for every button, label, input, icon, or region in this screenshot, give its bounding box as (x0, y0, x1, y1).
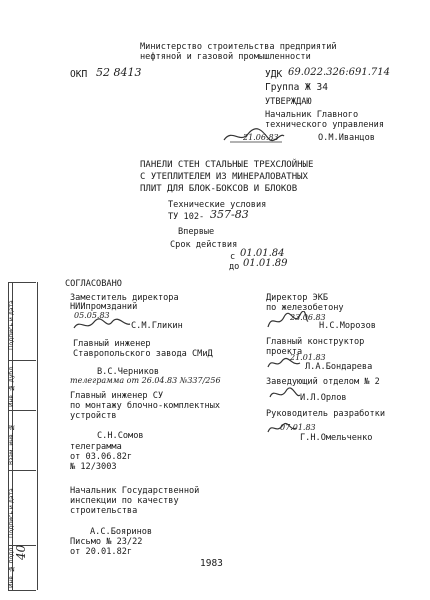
right-0-date: 23.06.83 (290, 313, 326, 322)
left-2-doc-3: № 12/3003 (70, 462, 117, 472)
side-frame-border (8, 360, 36, 361)
side-label-sign-date-1: Подпись и дата (8, 300, 15, 350)
doc-title-line-1: ПАНЕЛИ СТЕН СТАЛЬНЫЕ ТРЕХСЛОЙНЫЕ (140, 160, 314, 170)
left-2-line-3: устройств (70, 411, 117, 421)
right-3-name: Г.Н.Омельченко (300, 433, 373, 443)
right-1-line-1: Главный конструктор (266, 337, 365, 347)
left-1-line-1: Главный инженер (73, 339, 151, 349)
left-1-telegram: телеграмма от 26.04.83 №337/256 (70, 376, 221, 385)
group-label: Группа Ж 34 (265, 82, 328, 93)
right-1-date: 21.01.83 (290, 353, 326, 362)
side-label-vzam-inv: Взам. инв. № (8, 423, 15, 465)
side-frame-border (8, 470, 36, 471)
approver-name: О.М.Иванцов (318, 133, 375, 143)
left-2-doc-2: от 03.06.82г (70, 452, 133, 462)
right-1-line-2: проекта (266, 347, 303, 357)
side-label-inv-podl: Инв. № подл. (8, 545, 15, 588)
validity-from-prefix: с (230, 252, 236, 262)
left-0-line-1: Заместитель директора (70, 293, 179, 303)
okp-code: 52 8413 (96, 66, 142, 79)
left-0-line-2: НИИпромзданий (70, 302, 138, 312)
ministry-line-2: нефтяной и газовой промышленности (140, 52, 311, 62)
left-1-line-2: Ставропольского завода СМиД (73, 349, 213, 359)
left-3-doc-2: от 20.01.82г (70, 547, 133, 557)
spec-label: Технические условия (168, 200, 267, 210)
agreed-heading: СОГЛАСОВАНО (65, 279, 122, 289)
side-frame-border (8, 282, 36, 283)
right-3-signature (266, 420, 298, 436)
left-3-name: А.С.Бояринов (90, 527, 153, 537)
doc-title-line-3: ПЛИТ ДЛЯ БЛОК-БОКСОВ И БЛОКОВ (140, 184, 298, 194)
tu-number: 357-83 (210, 208, 249, 221)
right-1-signature (266, 355, 302, 371)
right-1-name: Л.А.Бондарева (305, 362, 373, 372)
tu-prefix: ТУ 102- (168, 212, 205, 222)
validity-from: 01.01.84 (240, 248, 285, 259)
left-3-line-2: инспекции по качеству (70, 496, 179, 506)
side-label-inv-dubl: Инв. № дубл. (8, 365, 15, 407)
left-0-date: 05.05.83 (74, 311, 110, 320)
udk-label: УДК (265, 69, 283, 80)
left-3-line-3: строительства (70, 506, 138, 516)
approval-date: 21.06.83 (243, 133, 279, 142)
side-label-sign-date-2: Подпись и дата (8, 488, 15, 538)
side-inv-number: 40 (14, 544, 28, 560)
left-2-line-2: по монтажу блочно-комплектных (70, 401, 221, 411)
approver-position-2: технического управления (265, 120, 384, 130)
right-2-signature (268, 387, 302, 403)
right-2-name: И.Л.Орлов (300, 393, 347, 403)
validity-label: Срок действия (170, 240, 238, 250)
approve-word: УТВЕРЖДАЮ (265, 97, 312, 107)
left-2-name: С.Н.Сомов (97, 431, 144, 441)
left-3-line-1: Начальник Государственной (70, 486, 200, 496)
right-0-line-1: Директор ЭКБ (266, 293, 329, 303)
footer-year: 1983 (200, 558, 223, 569)
right-0-line-2: по железобетону (266, 303, 344, 313)
first-time-label: Впервые (178, 227, 215, 237)
right-3-line-1: Руководитель разработки (266, 409, 385, 419)
ministry-line-1: Министерство строительства предприятий (140, 42, 337, 52)
right-2-line-1: Заведующий отделом № 2 (266, 377, 380, 387)
left-0-signature (72, 316, 132, 334)
side-frame-border (8, 410, 36, 411)
left-2-doc-1: телеграмма (70, 442, 122, 452)
validity-to: 01.01.89 (243, 258, 288, 269)
left-1-name: В.С.Черников (97, 367, 160, 377)
okp-label: ОКП (70, 69, 88, 80)
left-3-doc-1: Письмо № 23/22 (70, 537, 143, 547)
udk-code: 69.022.326:691.714 (288, 67, 390, 78)
left-0-name: С.М.Гликин (131, 321, 183, 331)
right-3-date: 07.01.83 (280, 423, 316, 432)
left-2-line-1: Главный инженер СУ (70, 391, 164, 401)
side-frame-border (8, 590, 36, 591)
approver-position-1: Начальник Главного (265, 110, 359, 120)
doc-title-line-2: С УТЕПЛИТЕЛЕМ ИЗ МИНЕРАЛОВАТНЫХ (140, 172, 308, 182)
validity-to-prefix: до (229, 262, 240, 272)
right-0-name: Н.С.Морозов (319, 321, 376, 331)
